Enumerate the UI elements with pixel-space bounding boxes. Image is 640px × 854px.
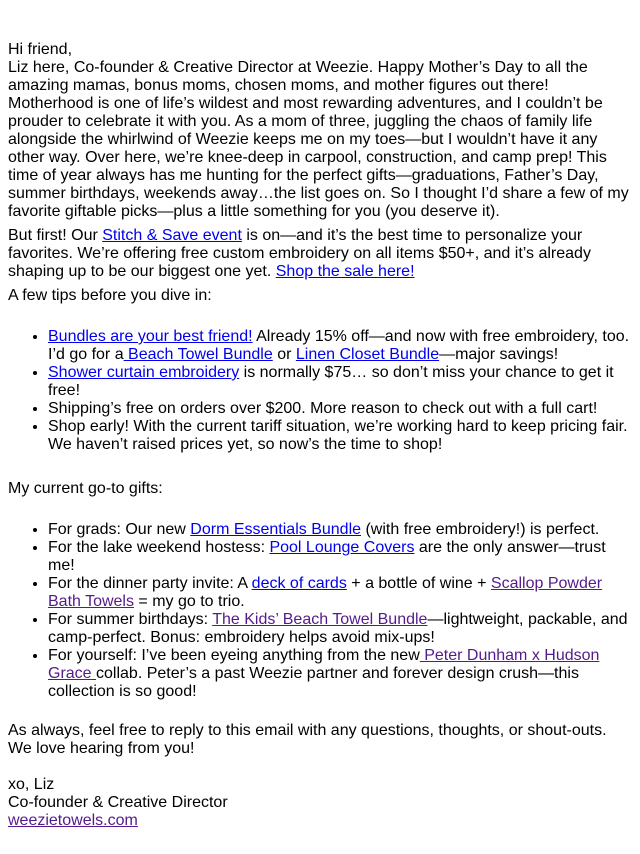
closing-paragraph: As always, feel free to reply to this email with any questions, thoughts, or shout-outs. We love hearing from you! xyxy=(8,722,607,757)
gift-grads: • For grads: Our new Dorm Essentials Bundle (with free embroidery!) is perfect. xyxy=(48,521,632,539)
intro-paragraph: Liz here, Co-founder & Creative Director at Weezie. Happy Mother’s Day to all the amazing mamas, bonus moms, chosen moms, and mother figures out there! Motherhood is one of life’s wildest and most rewarding adventures, and I couldn’t be prouder to celebrate it with you. As a mom of three, juggling the chaos of family life alongside the whirlwind of Weezie keeps me on my toes—but I wouldn’t have it any other way. Over here, we’re knee-deep in carpool, construction, and camp prep! This time of year always has me hunting for the perfect gifts—graduations, Father’s Day, summer birthdays, weekends away…the list goes on. So I thought I’d share a few of my favorite giftable picks—plus a little something for you (you deserve it). xyxy=(8,59,629,220)
intro-section xyxy=(8,41,632,221)
gifts-list xyxy=(8,521,632,701)
tip-shipping: • Shipping’s free on orders over $200. More reason to check out with a full cart! xyxy=(48,400,632,418)
dorm-essentials-bundle-link[interactable]: Dorm Essentials Bundle xyxy=(190,521,362,538)
gift-summer-birthdays: • For summer birthdays: The Kids’ Beach Towel Bundle—lightweight, packable, and camp-perfect. Bonus: embroidery helps avoid mix-ups! xyxy=(48,611,632,647)
sale-paragraph: But first! Our Stitch & Save event is on—and it’s the best time to personalize your favorites. We’re offering free custom embroidery on all items $50+, and it’s already shaping up to be our biggest one yet. Shop the sale here! xyxy=(8,227,591,280)
shower-curtain-embroidery-link[interactable]: Shower curtain embroidery xyxy=(48,364,240,381)
weezie-site-link[interactable]: weezietowels.com xyxy=(8,812,138,829)
greeting: Hi friend, xyxy=(8,41,73,58)
gift-lake-hostess: • For the lake weekend hostess: Pool Lounge Covers are the only answer—trust me! xyxy=(48,539,632,575)
signature-site xyxy=(8,812,632,830)
gift-yourself: • For yourself: I’ve been eyeing anything from the new Peter Dunham x Hudson Grace collab. Peter’s a past Weezie partner and forever design crush—this collection is so good! xyxy=(48,647,632,701)
gifts-heading: My current go-to gifts: xyxy=(8,480,163,497)
scallop-bath-towels-link[interactable]: Scallop Powder Bath Towels xyxy=(48,575,603,610)
linen-closet-bundle-link[interactable]: Linen Closet Bundle xyxy=(295,346,440,363)
beach-towel-bundle-link[interactable]: Beach Towel Bundle xyxy=(123,346,273,363)
tip-shop-early: • Shop early! With the current tariff situation, we’re working hard to keep pricing fair. We haven’t raised prices yet, so now’s the time to shop! xyxy=(48,418,632,454)
tip-shower-curtain: • Shower curtain embroidery is normally $75… so don’t miss your chance to get it free! xyxy=(48,364,632,400)
tip-bundles: • Bundles are your best friend! Already 15% off—and now with free embroidery, too. I’d go for a Beach Towel Bundle or Linen Closet Bundle—major savings! xyxy=(48,328,632,364)
peter-dunham-hudson-grace-link[interactable]: Peter Dunham x Hudson Grace xyxy=(48,647,600,682)
deck-of-cards-link[interactable]: deck of cards xyxy=(251,575,347,592)
gift-dinner-party: • For the dinner party invite: A deck of cards + a bottle of wine + Scallop Powder Bath Towels = my go to trio. xyxy=(48,575,632,611)
tips-heading: A few tips before you dive in: xyxy=(8,287,212,304)
pool-lounge-covers-link[interactable]: Pool Lounge Covers xyxy=(269,539,415,556)
kids-beach-towel-bundle-link[interactable]: The Kids’ Beach Towel Bundle xyxy=(212,611,428,628)
signature-role: Co-founder & Creative Director xyxy=(8,794,228,811)
shop-sale-link[interactable]: Shop the sale here! xyxy=(275,263,415,280)
signoff: xo, Liz xyxy=(8,776,55,793)
stitch-save-event-link[interactable]: Stitch & Save event xyxy=(102,227,242,244)
bundles-link[interactable]: Bundles are your best friend! xyxy=(48,328,253,345)
tips-list xyxy=(8,328,632,454)
signature xyxy=(8,776,632,830)
